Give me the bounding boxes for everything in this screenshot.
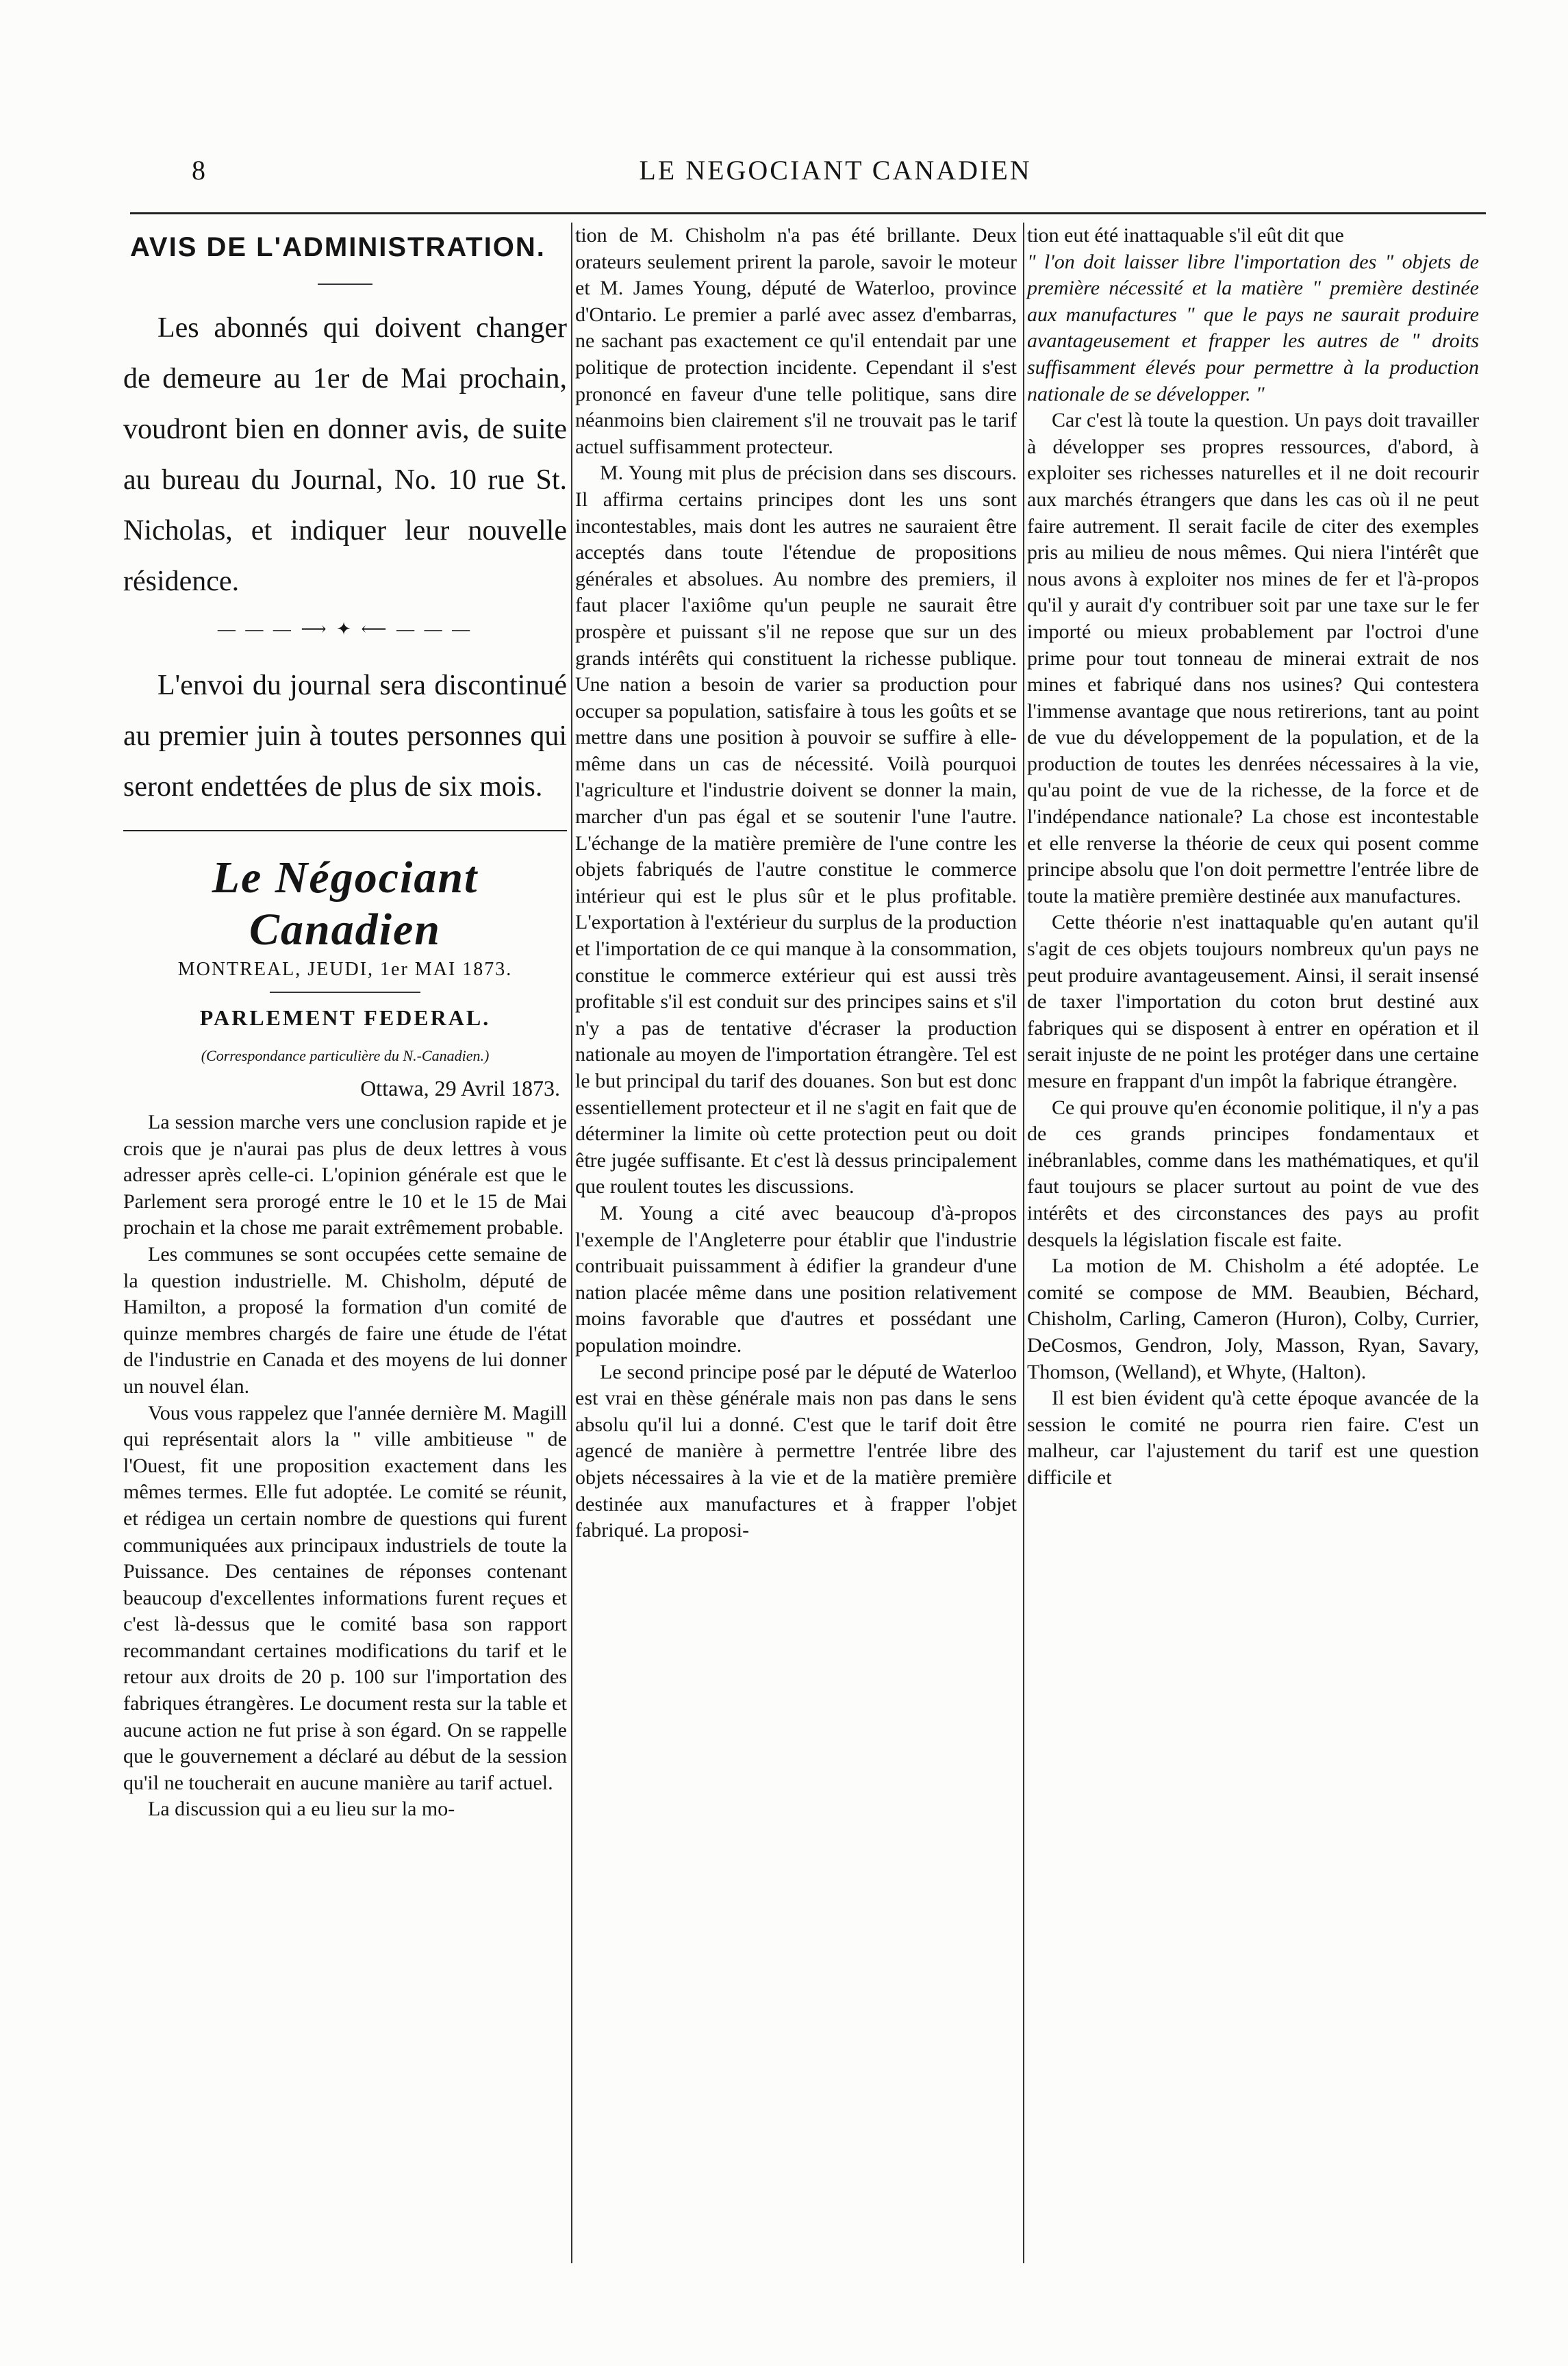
column-3 bbox=[1027, 223, 1479, 2366]
column-2 bbox=[575, 223, 1017, 2366]
article-paragraph: tion de M. Chisholm n'a pas été brillante. Deux orateurs seulement prirent la parole, savoir le moteur et M. James Young, député de Waterloo, province d'Ontario. Le premier a parlé avec assez d'embarras, ne sachant pas exactement ce qu'il entendait par une politique de protection incidente. Cependant il s'est prononcé en faveur d'une telle politique, sans dire néanmoins bien clairement s'il ne trouvait pas le tarif actuel suffisamment protecteur. bbox=[575, 224, 1017, 458]
section-rule bbox=[123, 830, 567, 831]
section-heading: PARLEMENT FEDERAL. bbox=[199, 1005, 491, 1030]
article-paragraph: Ce qui prouve qu'en économie politique, il n'y a pas de ces grands principes fondamentaux et inébranlables, comme dans les mathématiques, et qu'il faut toujours se placer surtout au point de vue des intérêts et des circonstances des pays au profit desquels la législation fiscale est faite. bbox=[1027, 1096, 1479, 1251]
column-1 bbox=[123, 223, 567, 2366]
page-number: 8 bbox=[192, 155, 205, 186]
article-paragraph: La session marche vers une conclusion rapide et je crois que je n'aurai pas plus de deux lettres à vous adresser après celle-ci. L'opinion générale est que le Parlement sera prorogé entre le 10 et le 15 de Mai prochain et la chose me parait extrêmement probable. bbox=[123, 1111, 567, 1239]
masthead: Le Négociant Canadien bbox=[212, 853, 479, 955]
article-paragraph: tion eut été inattaquable s'il eût dit que bbox=[1027, 224, 1344, 247]
running-title: LE NEGOCIANT CANADIEN bbox=[639, 155, 1032, 186]
article-paragraph: M. Young a cité avec beaucoup d'à-propos l'exemple de l'Angleterre pour établir que l'industrie contribuait puissamment à édifier la grandeur d'une nation placée même dans une position relativement moins favorable que d'autres et possédant une population moindre. bbox=[575, 1201, 1017, 1357]
header-rule bbox=[130, 212, 1486, 214]
notice-rule bbox=[318, 284, 372, 285]
article-paragraph: La motion de M. Chisholm a été adoptée. Le comité se compose de MM. Beaubien, Béchard, Chisholm, Carling, Cameron (Huron), Colby, Currier, DeCosmos, Gendron, Joly, Masson, Ryan, Savary, Thomson, (Welland), et Whyte, (Halton). bbox=[1027, 1255, 1479, 1383]
notice-divider: — — — ⟶ ✦ ⟵ — — — bbox=[217, 619, 473, 639]
quoted-passage: " l'on doit laisser libre l'importation des " objets de première nécessité et la matière " première destinée aux manufactures " que le pays ne saurait produire avantageusement et frapper les autres de " droits suffisamment élevés pour permettre à la production nationale de se développer. " bbox=[1027, 250, 1479, 405]
article-paragraph: La discussion qui a eu lieu sur la mo- bbox=[148, 1798, 455, 1821]
article-paragraph: Cette théorie n'est inattaquable qu'en autant qu'il s'agit de ces objets toujours nombreux qu'un pays ne peut produire avantageusement. Ainsi, il serait insensé de taxer l'importation du coton brut destiné aux fabriques qui se disposent à entrer en opération et il serait injuste de ne point les protéger dans une certaine mesure en frappant d'un impôt la fabrique étrangère. bbox=[1027, 911, 1479, 1092]
masthead-rule bbox=[270, 992, 420, 993]
article-paragraph: Vous vous rappelez que l'année dernière M. Magill qui représentait alors la " ville ambitieuse " de l'Ouest, fit une proposition exactement dans les mêmes termes. Elle fut adoptée. Le comité se réunit, et rédigea un certain nombre de questions qui furent communiquées aux principaux industriels de toute la Puissance. Des centaines de réponses contenant beaucoup d'excellentes informations furent reçues et c'est là-dessus que le comité basa son rapport recommandant certaines modifications du tarif et le retour aux droits de 20 p. 100 sur l'importation des fabriques étrangères. Le document resta sur la table et aucune action ne fut prise à son égard. On se rappelle que le gouvernement a déclaré au début de la session qu'il ne toucherait en aucune manière au tarif actuel. bbox=[123, 1401, 567, 1794]
dateline: MONTREAL, JEUDI, 1er MAI 1873. bbox=[177, 959, 513, 980]
article-paragraph: Les communes se sont occupées cette semaine de la question industrielle. M. Chisholm, député de Hamilton, a proposé la formation d'un comité de quinze membres chargés de faire une étude de l'état de l'industrie en Canada et des moyens de lui donner un nouvel élan. bbox=[123, 1242, 567, 1398]
article-paragraph: Le second principe posé par le député de Waterloo est vrai en thèse générale mais non pas dans le sens absolu qu'il lui a donné. C'est que le tarif doit être agencé de manière à permettre l'entrée libre des objets nécessaires à la vie et de la matière première destinée aux manufactures et à frapper l'objet fabriqué. La proposi- bbox=[575, 1360, 1017, 1542]
article-paragraph: Il est bien évident qu'à cette époque avancée de la session le comité ne pourra rien faire. C'est un malheur, car l'ajustement du tarif est une question difficile et bbox=[1027, 1387, 1479, 1489]
correspondence-line: (Correspondance particulière du N.-Canadien.) bbox=[201, 1047, 490, 1064]
article-paragraph: Car c'est là toute la question. Un pays doit travailler à développer ses propres ressources, d'abord, à exploiter ses richesses naturelles et il ne doit recourir aux marchés étrangers que dans les cas où il ne peut faire autrement. Il serait facile de citer des exemples pris au milieu de nous mêmes. Qui niera l'intérêt que nous avons à exploiter nos mines de fer et l'à-propos qu'il y aurait d'y contribuer soit par une taxe sur le fer importé ou mieux probablement par l'octroi d'une prime pour tout tonneau de minerai extrait de nos mines et fabriqué dans nos usines? Qui contestera l'immense avantage que nous retirerions, tant au point de vue du développement de la population, et de la production de toutes les denrées nécessaires à la vie, qu'au point de vue de la richesse, de la force et de l'indépendance nationale? La chose est incontestable et elle renverse la théorie de ceux qui posent comme principe absolu que l'on doit permettre l'entrée libre de toute la matière première destinée aux manufactures. bbox=[1027, 409, 1479, 907]
article-paragraph: M. Young mit plus de précision dans ses discours. Il affirma certains principes dont les uns sont incontestables, mais dont les autres ne sauraient être acceptés dans toute l'étendue de propositions générales et absolues. Au nombre des premiers, il faut placer l'axiôme qu'un peuple ne saurait être prospère et puissant s'il ne repose que sur un des grands intérêts qui constituent la richesse publique. Une nation a besoin de varier sa production pour occuper sa population, satisfaire à tous les goûts et se mettre dans une position à pouvoir se suffire à elle-même dans un cas de nécessité. Voilà pourquoi l'agriculture et l'industrie doivent se donner la main, marcher d'un pas égal et se soutenir l'une l'autre. L'échange de la matière première de l'une contre les objets fabriqués de l'autre constitue le commerce intérieur qui est le plus sûr et le plus profitable. L'exportation à l'extérieur du surplus de la production et l'importation de ce qui manque à la consommation, constitue le commerce extérieur qui est aussi très profitable s'il est conduit sur des principes sains et s'il n'y a pas de tentative d'écraser la production nationale au moyen de l'importation étrangère. Tel est le but principal du tarif des douanes. Son but est donc essentiellement protecteur et il ne s'agit en fait que de déterminer la limite où cette protection peut ou doit être jugée suffisante. Et c'est là dessus principalement que roulent toutes les discussions. bbox=[575, 462, 1017, 1198]
page-header bbox=[192, 154, 1479, 195]
notice-title: AVIS DE L'ADMINISTRATION. bbox=[130, 232, 546, 262]
notice-paragraph: Les abonnés qui doivent changer de demeure au 1er de Mai prochain, voudront bien en donner avis, de suite au bureau du Journal, No. 10 rue St. Nicholas, et indiquer leur nouvelle résidence. bbox=[123, 312, 567, 597]
notice-paragraph: L'envoi du journal sera discontinué au premier juin à toutes personnes qui seront endettées de plus de six mois. bbox=[123, 670, 567, 803]
place-date: Ottawa, 29 Avril 1873. bbox=[360, 1076, 560, 1100]
column-divider bbox=[1023, 223, 1024, 2263]
column-divider bbox=[571, 223, 572, 2263]
